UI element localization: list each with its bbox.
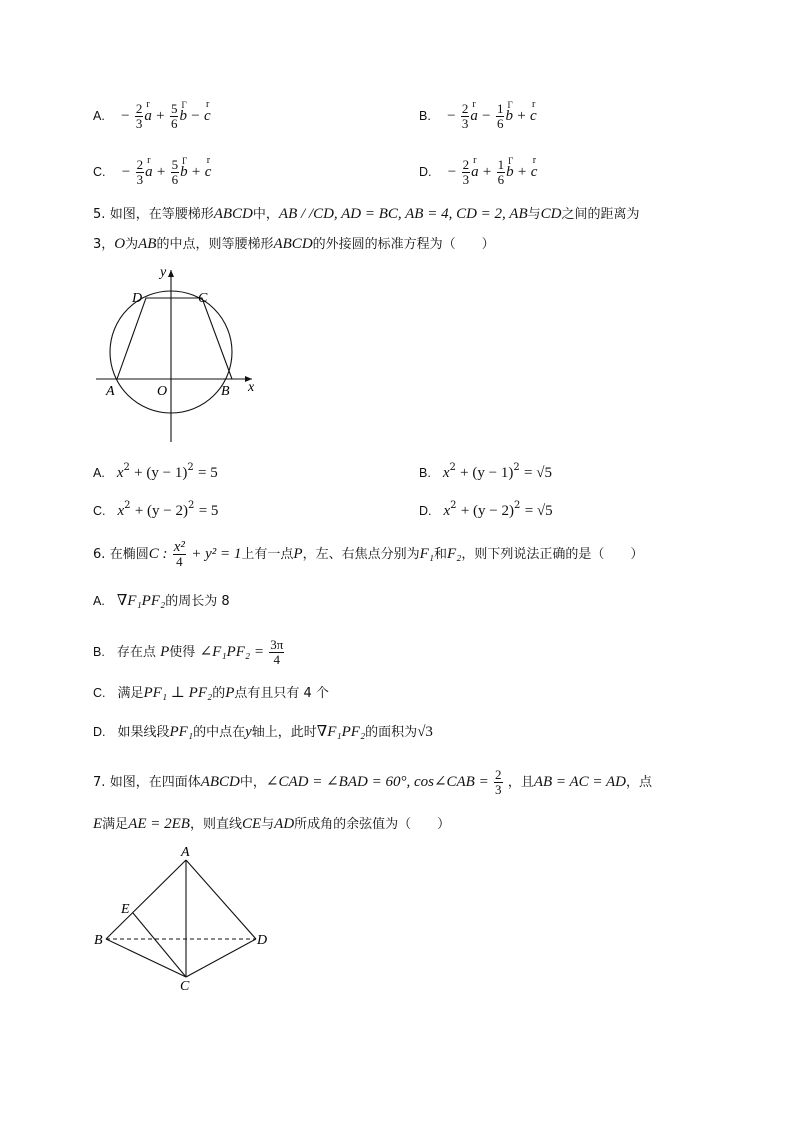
fraction: $\frac{2}{3}$ — [462, 157, 470, 187]
edge-ad — [186, 860, 256, 939]
q5-stem-line1: 5. 如图，在等腰梯形ABCD中，AB / /CD, AD = BC, AB = 4, CD = 2, AB与CD之间的距离为 — [93, 206, 640, 222]
label-a: A — [106, 384, 115, 399]
y-axis-arrow — [168, 270, 174, 277]
fraction: $\frac{2}{3}$ — [495, 767, 502, 797]
q6-option-c[interactable]: C. 满足PF₁ ⊥ PF₂的P点有且只有 4 个 — [93, 685, 329, 701]
label-c: C — [180, 979, 190, 993]
fraction: $\frac{2}{3}$ — [136, 157, 144, 187]
label-b: B — [221, 384, 230, 399]
fraction: $\frac{2}{3}$ — [135, 101, 143, 131]
q5-option-a[interactable]: A. $x^2 + (y - 1)^2 = 5$ — [93, 462, 218, 481]
fraction: $\frac{5}{6}$ — [171, 157, 179, 187]
fraction: $\frac{5}{6}$ — [170, 101, 178, 131]
q5-option-b[interactable]: B. $x^2 + (y - 1)^2 = √5$ — [419, 462, 552, 481]
fraction: $\frac{\text{x²}}{4}$ — [173, 539, 185, 569]
label-d: D — [132, 291, 143, 306]
label-b: B — [94, 933, 103, 948]
q4-option-c[interactable]: C. − $\frac{2}{3}$ r a + $\frac{5}{6}$ Γ b + r c — [93, 158, 211, 187]
option-letter: B. — [419, 109, 431, 123]
edge-bc — [106, 939, 186, 977]
edge-ab — [106, 860, 186, 939]
q7-stem-line1: 7. 如图，在四面体ABCD中，∠CAD = ∠BAD = 60°, cos∠CAB = $\frac{2}{3}$ ，且AB = AC = AD，点 — [93, 767, 653, 797]
fraction: $\frac{3\pi}{4}$ — [270, 637, 284, 667]
label-c: C — [198, 291, 208, 306]
option-letter: A. — [93, 109, 105, 123]
q6-stem: 6. 在椭圆C : $\frac{\text{x²}}{4}$ + y² = 1上有一点P，左、右焦点分别为F₁和F₂，则下列说法正确的是（ ） — [93, 539, 644, 569]
label-d: D — [257, 933, 268, 948]
q4-option-b[interactable]: B. − $\frac{2}{3}$ r a − $\frac{1}{6}$ Γ b + r c — [419, 102, 537, 131]
segment-ce — [133, 913, 186, 977]
fraction: $\frac{2}{3}$ — [461, 101, 469, 131]
q7-figure-tetrahedron — [92, 843, 282, 993]
q5-option-c[interactable]: C. $x^2 + (y - 2)^2 = 5$ — [93, 500, 219, 519]
option-letter: C. — [93, 165, 106, 179]
q6-option-a[interactable]: A. ∇F₁PF₂的周长为 8 — [93, 593, 230, 609]
q5-stem-line2: 3，O为AB的中点，则等腰梯形ABCD的外接圆的标准方程为（ ） — [93, 236, 495, 252]
label-y: y — [160, 265, 167, 280]
q7-stem-line2: E满足AE = 2EB，则直线CE与AD所成角的余弦值为（ ） — [93, 816, 451, 832]
q5-option-d[interactable]: D. $x^2 + (y - 2)^2 = √5$ — [419, 500, 553, 519]
label-x: x — [248, 380, 255, 395]
edge-cd — [186, 939, 256, 977]
label-a: A — [181, 845, 190, 860]
q4-option-d[interactable]: D. − $\frac{2}{3}$ r a + $\frac{1}{6}$ Γ b + r c — [419, 158, 537, 187]
label-o: O — [157, 384, 168, 399]
fraction: $\frac{1}{6}$ — [497, 157, 505, 187]
fraction: $\frac{1}{6}$ — [496, 101, 504, 131]
q6-option-d[interactable]: D. 如果线段PF₁的中点在y轴上，此时∇F₁PF₂的面积为√3 — [93, 724, 433, 740]
q4-option-a[interactable]: A. − $\frac{2}{3}$ r a + $\frac{5}{6}$ Γ b − r c — [93, 102, 211, 131]
option-letter: D. — [419, 165, 432, 179]
q6-option-b[interactable]: B. 存在点 P使得 ∠F₁PF₂ = $\frac{3\pi}{4}$ — [93, 637, 284, 667]
q5-figure-circle-trapezoid — [90, 264, 270, 444]
label-e: E — [121, 902, 130, 917]
